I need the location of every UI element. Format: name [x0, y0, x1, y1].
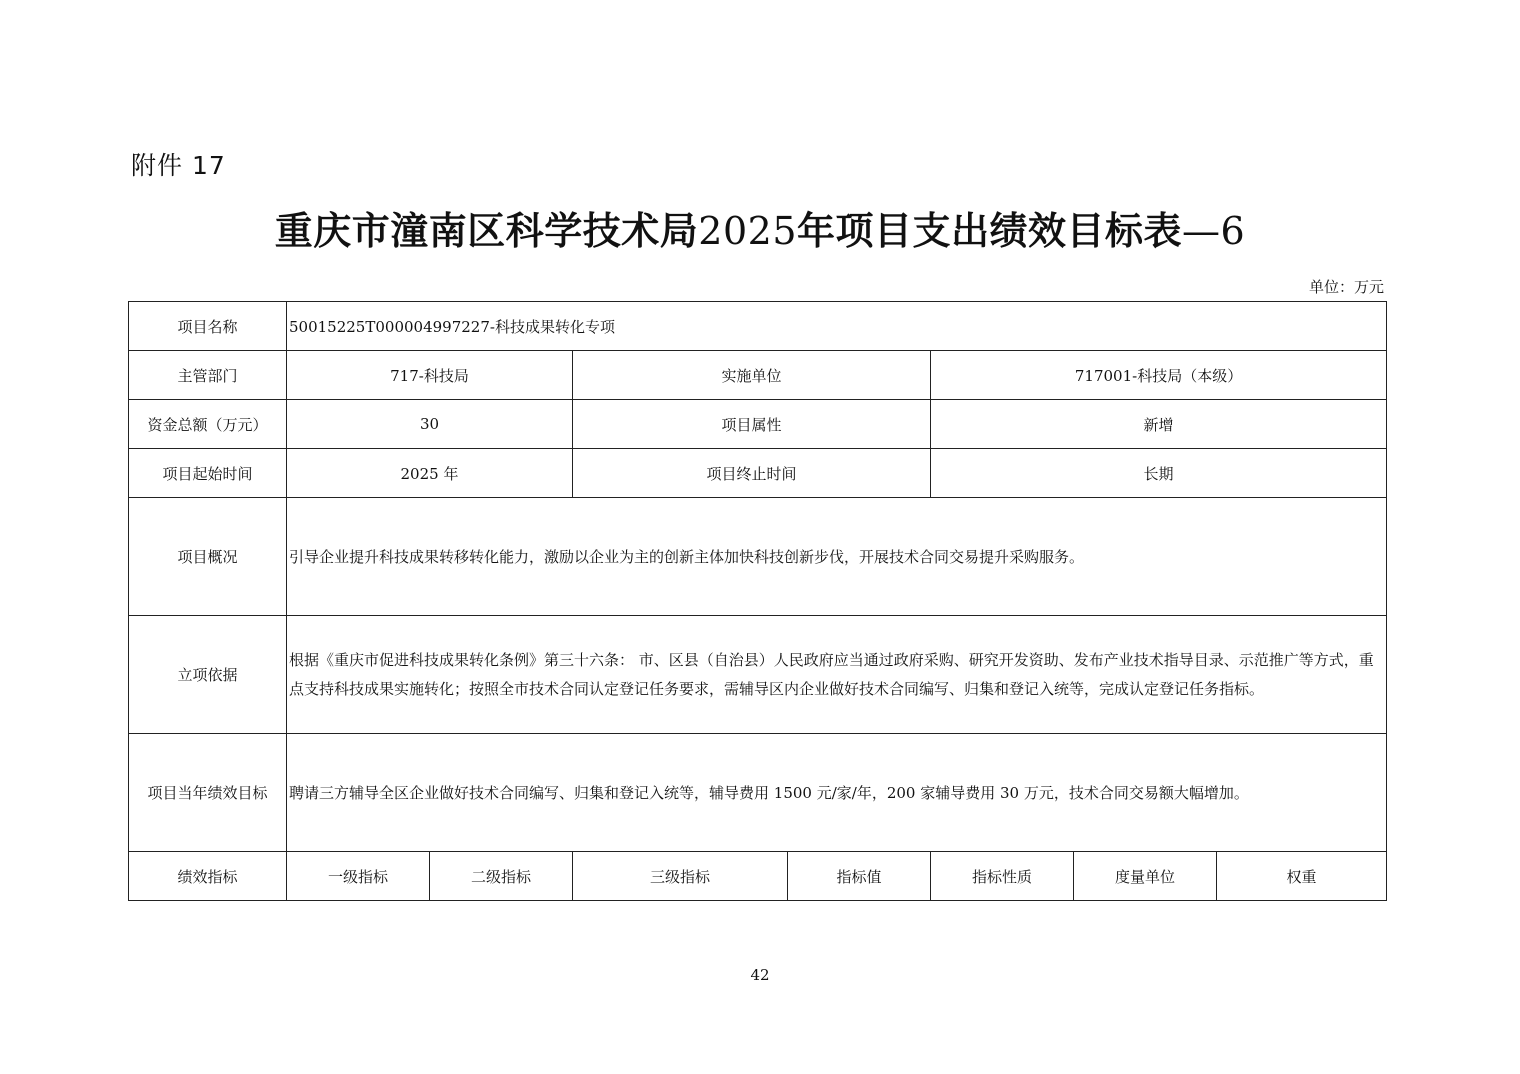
unit-label: 单位：万元: [1308, 278, 1384, 296]
indicator-header-cell: 一级指标: [287, 852, 430, 901]
basis-value: 根据《重庆市促进科技成果转化条例》第三十六条： 市、区县（自治县）人民政府应当通过政府采购、研究开发资助、发布产业技术指导目录、示范推广等方式，重点支持科技成果实施转化；按照全市技术合同认定登记任务要求，需辅导区内企业做好技术合同编写、归集和登记入统等，完成认定登记任务指标。: [287, 616, 1387, 734]
dept-value: 717-科技局: [287, 351, 573, 400]
table-row-project-name: [129, 302, 1387, 351]
table-row-fund: [129, 400, 1387, 449]
overview-label: 项目概况: [129, 498, 287, 616]
document-title: [0, 200, 1520, 255]
end-label: 项目终止时间: [573, 449, 931, 498]
table-row-goal: [129, 734, 1387, 852]
table-row-basis: [129, 616, 1387, 734]
attr-value: 新增: [931, 400, 1387, 449]
indicator-header-cell: 三级指标: [573, 852, 788, 901]
goal-label: 项目当年绩效目标: [129, 734, 287, 852]
title-suffix: 年项目支出绩效目标表: [797, 209, 1183, 253]
table-row-indicator-header: [129, 852, 1387, 901]
end-value: 长期: [931, 449, 1387, 498]
goal-value: 聘请三方辅导全区企业做好技术合同编写、归集和登记入统等，辅导费用 1500 元/家/年，200 家辅导费用 30 万元，技术合同交易额大幅增加。: [287, 734, 1387, 852]
title-dash-number: —6: [1182, 209, 1246, 253]
fund-label: 资金总额（万元）: [129, 400, 287, 449]
attr-label: 项目属性: [573, 400, 931, 449]
attachment-label: 附件 17: [131, 151, 226, 180]
overview-value: 引导企业提升科技成果转移转化能力，激励以企业为主的创新主体加快科技创新步伐，开展技术合同交易提升采购服务。: [287, 498, 1387, 616]
indicator-header-cell: 指标值: [788, 852, 931, 901]
title-prefix: 重庆市潼南区科学技术局: [274, 209, 699, 253]
indicator-header-cell: 度量单位: [1074, 852, 1217, 901]
impl-label: 实施单位: [573, 351, 931, 400]
start-value: 2025 年: [287, 449, 573, 498]
basis-label: 立项依据: [129, 616, 287, 734]
performance-target-table: [128, 301, 1387, 901]
impl-value: 717001-科技局（本级）: [931, 351, 1387, 400]
fund-value: 30: [287, 400, 573, 449]
project-name-value: 50015225T000004997227-科技成果转化专项: [287, 302, 1387, 351]
dept-label: 主管部门: [129, 351, 287, 400]
indicator-header-cell: 权重: [1217, 852, 1387, 901]
table-row-department: [129, 351, 1387, 400]
start-label: 项目起始时间: [129, 449, 287, 498]
indicator-header-cell: 二级指标: [430, 852, 573, 901]
indicator-header-cell: 绩效指标: [129, 852, 287, 901]
table-row-overview: [129, 498, 1387, 616]
indicator-header-cell: 指标性质: [931, 852, 1074, 901]
table-row-period: [129, 449, 1387, 498]
title-year: 2025: [698, 209, 798, 253]
project-name-label: 项目名称: [129, 302, 287, 351]
page-number: 42: [750, 966, 770, 984]
